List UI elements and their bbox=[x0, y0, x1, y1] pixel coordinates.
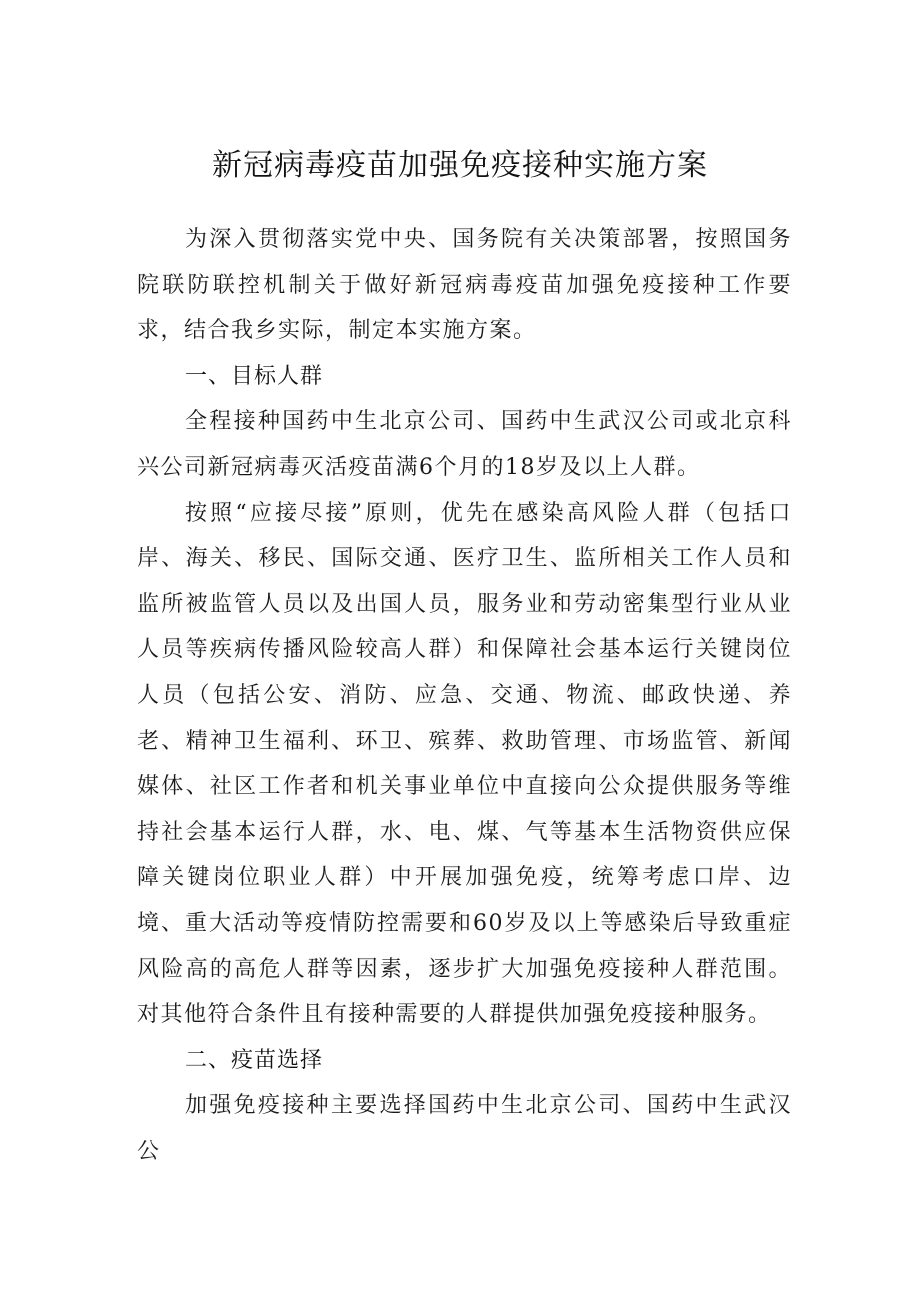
intro-paragraph: 为深入贯彻落实党中央、国务院有关决策部署，按照国务院联防联控机制关于做好新冠病毒疫苗加强免疫接种工作要求，结合我乡实际，制定本实施方案。 bbox=[137, 227, 792, 344]
section-heading-vaccine-selection: 二、疫苗选择 bbox=[185, 1047, 324, 1073]
document-title: 新冠病毒疫苗加强免疫接种实施方案 bbox=[212, 148, 708, 183]
target-population-paragraph-1: 全程接种国药中生北京公司、国药中生武汉公司或北京科兴公司新冠病毒灭活疫苗满6个月的18岁及以上人群。 bbox=[137, 409, 792, 480]
target-population-paragraph-2: 按照“应接尽接”原则，优先在感染高风险人群（包括口岸、海关、移民、国际交通、医疗卫生、监所相关工作人员和监所被监管人员以及出国人员，服务业和劳动密集型行业从业人员等疾病传播风险较高人群）和保障社会基本运行关键岗位人员（包括公安、消防、应急、交通、物流、邮政快递、养老、精神卫生福利、环卫、殡葬、救助管理、市场监管、新闻媒体、社区工作者和机关事业单位中直接向公众提供服务等维持社会基本运行人群，水、电、煤、气等基本生活物资供应保障关键岗位职业人群）中开展加强免疫，统筹考虑口岸、边境、重大活动等疫情防控需要和60岁及以上等感染后导致重症风险高的高危人群等因素，逐步扩大加强免疫接种人群范围。对其他符合条件且有接种需要的人群提供加强免疫接种服务。 bbox=[137, 500, 792, 1028]
document-body bbox=[137, 217, 792, 1174]
vaccine-selection-paragraph-1: 加强免疫接种主要选择国药中生北京公司、国药中生武汉公 bbox=[137, 1093, 792, 1164]
section-heading-target-population: 一、目标人群 bbox=[185, 363, 324, 389]
